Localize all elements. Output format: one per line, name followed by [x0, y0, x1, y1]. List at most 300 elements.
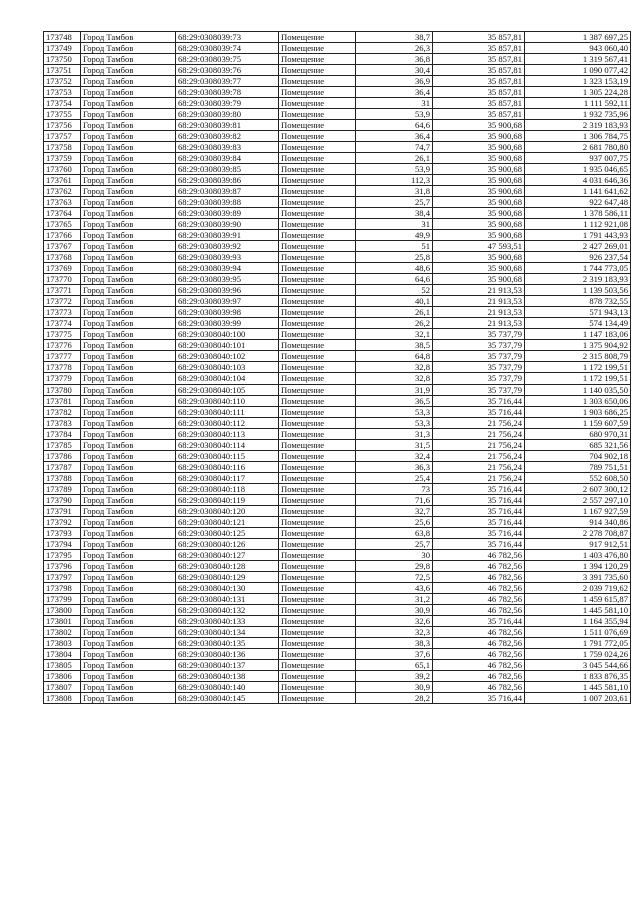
settlement-cell: Город Тамбов	[81, 439, 176, 450]
object-type-cell: Помещение	[279, 131, 356, 142]
table-row	[44, 87, 631, 98]
cadastral-value-cell: 2 278 708,87	[525, 527, 631, 538]
area-cell: 40,1	[356, 296, 433, 307]
cadastral-value-cell: 1 159 607,59	[525, 417, 631, 428]
cadastral-number-cell: 68:29:0308040:114	[176, 439, 279, 450]
cadastral-value-cell: 2 607 300,12	[525, 483, 631, 494]
row-number-cell: 173763	[44, 197, 81, 208]
table-row	[44, 153, 631, 164]
row-number-cell: 173758	[44, 142, 81, 153]
settlement-cell: Город Тамбов	[81, 527, 176, 538]
cadastral-value-cell: 1 139 503,56	[525, 285, 631, 296]
specific-value-cell: 35 900,68	[433, 263, 525, 274]
cadastral-value-cell: 1 090 077,42	[525, 65, 631, 76]
area-cell: 36,8	[356, 54, 433, 65]
table-row	[44, 428, 631, 439]
cadastral-number-cell: 68:29:0308040:140	[176, 681, 279, 692]
row-number-cell: 173761	[44, 175, 81, 186]
object-type-cell: Помещение	[279, 395, 356, 406]
specific-value-cell: 35 857,81	[433, 43, 525, 54]
object-type-cell: Помещение	[279, 142, 356, 153]
object-type-cell: Помещение	[279, 175, 356, 186]
area-cell: 26,1	[356, 307, 433, 318]
cadastral-value-cell: 1 164 355,94	[525, 615, 631, 626]
cadastral-number-cell: 68:29:0308040:132	[176, 604, 279, 615]
table-row	[44, 340, 631, 351]
area-cell: 28,2	[356, 692, 433, 703]
specific-value-cell: 46 782,56	[433, 626, 525, 637]
cadastral-value-cell: 922 647,48	[525, 197, 631, 208]
cadastral-value-cell: 1 744 773,05	[525, 263, 631, 274]
area-cell: 30,9	[356, 604, 433, 615]
area-cell: 32,8	[356, 373, 433, 384]
cadastral-number-cell: 68:29:0308039:90	[176, 219, 279, 230]
object-type-cell: Помещение	[279, 461, 356, 472]
specific-value-cell: 35 737,79	[433, 340, 525, 351]
object-type-cell: Помещение	[279, 406, 356, 417]
settlement-cell: Город Тамбов	[81, 76, 176, 87]
cadastral-number-cell: 68:29:0308039:89	[176, 208, 279, 219]
settlement-cell: Город Тамбов	[81, 219, 176, 230]
cadastral-number-cell: 68:29:0308040:133	[176, 615, 279, 626]
area-cell: 30	[356, 549, 433, 560]
table-row	[44, 32, 631, 43]
specific-value-cell: 35 900,68	[433, 274, 525, 285]
object-type-cell: Помещение	[279, 648, 356, 659]
object-type-cell: Помещение	[279, 153, 356, 164]
row-number-cell: 173783	[44, 417, 81, 428]
specific-value-cell: 46 782,56	[433, 560, 525, 571]
table-row	[44, 98, 631, 109]
table-row	[44, 65, 631, 76]
area-cell: 31,8	[356, 186, 433, 197]
cadastral-value-cell: 789 751,51	[525, 461, 631, 472]
specific-value-cell: 35 716,44	[433, 615, 525, 626]
table-row	[44, 670, 631, 681]
object-type-cell: Помещение	[279, 54, 356, 65]
specific-value-cell: 35 900,68	[433, 219, 525, 230]
specific-value-cell: 46 782,56	[433, 549, 525, 560]
area-cell: 31,5	[356, 439, 433, 450]
object-type-cell: Помещение	[279, 692, 356, 703]
settlement-cell: Город Тамбов	[81, 417, 176, 428]
area-cell: 25,4	[356, 472, 433, 483]
object-type-cell: Помещение	[279, 87, 356, 98]
specific-value-cell: 35 737,79	[433, 384, 525, 395]
area-cell: 36,4	[356, 131, 433, 142]
specific-value-cell: 21 756,24	[433, 461, 525, 472]
settlement-cell: Город Тамбов	[81, 318, 176, 329]
object-type-cell: Помещение	[279, 505, 356, 516]
area-cell: 65,1	[356, 659, 433, 670]
cadastral-value-cell: 2 427 269,01	[525, 241, 631, 252]
cadastral-number-cell: 68:29:0308039:77	[176, 76, 279, 87]
object-type-cell: Помещение	[279, 208, 356, 219]
cadastral-number-cell: 68:29:0308039:95	[176, 274, 279, 285]
object-type-cell: Помещение	[279, 571, 356, 582]
row-number-cell: 173789	[44, 483, 81, 494]
cadastral-number-cell: 68:29:0308040:102	[176, 351, 279, 362]
cadastral-value-cell: 1 791 443,93	[525, 230, 631, 241]
row-number-cell: 173796	[44, 560, 81, 571]
table-body	[44, 32, 631, 704]
cadastral-value-cell: 1 445 581,10	[525, 681, 631, 692]
settlement-cell: Город Тамбов	[81, 450, 176, 461]
settlement-cell: Город Тамбов	[81, 296, 176, 307]
table-row	[44, 219, 631, 230]
cadastral-number-cell: 68:29:0308039:86	[176, 175, 279, 186]
object-type-cell: Помещение	[279, 417, 356, 428]
object-type-cell: Помещение	[279, 626, 356, 637]
cadastral-value-cell: 1 112 921,08	[525, 219, 631, 230]
object-type-cell: Помещение	[279, 263, 356, 274]
table-row	[44, 142, 631, 153]
cadastral-value-cell: 1 323 153,19	[525, 76, 631, 87]
cadastral-value-cell: 914 340,86	[525, 516, 631, 527]
cadastral-number-cell: 68:29:0308039:85	[176, 164, 279, 175]
area-cell: 30,9	[356, 681, 433, 692]
area-cell: 72,5	[356, 571, 433, 582]
specific-value-cell: 35 900,68	[433, 175, 525, 186]
cadastral-number-cell: 68:29:0308039:96	[176, 285, 279, 296]
cadastral-value-cell: 1 140 035,50	[525, 384, 631, 395]
settlement-cell: Город Тамбов	[81, 340, 176, 351]
area-cell: 64,6	[356, 120, 433, 131]
settlement-cell: Город Тамбов	[81, 230, 176, 241]
cadastral-value-cell: 917 912,51	[525, 538, 631, 549]
object-type-cell: Помещение	[279, 362, 356, 373]
table-row	[44, 637, 631, 648]
row-number-cell: 173754	[44, 98, 81, 109]
table-row	[44, 54, 631, 65]
row-number-cell: 173753	[44, 87, 81, 98]
cadastral-value-cell: 926 237,54	[525, 252, 631, 263]
row-number-cell: 173785	[44, 439, 81, 450]
row-number-cell: 173793	[44, 527, 81, 538]
object-type-cell: Помещение	[279, 318, 356, 329]
cadastral-value-cell: 571 943,13	[525, 307, 631, 318]
row-number-cell: 173780	[44, 384, 81, 395]
object-type-cell: Помещение	[279, 296, 356, 307]
settlement-cell: Город Тамбов	[81, 549, 176, 560]
settlement-cell: Город Тамбов	[81, 560, 176, 571]
specific-value-cell: 35 900,68	[433, 131, 525, 142]
area-cell: 49,9	[356, 230, 433, 241]
cadastral-number-cell: 68:29:0308040:100	[176, 329, 279, 340]
area-cell: 112,3	[356, 175, 433, 186]
specific-value-cell: 35 716,44	[433, 527, 525, 538]
table-row	[44, 329, 631, 340]
cadastral-value-cell: 3 391 735,60	[525, 571, 631, 582]
cadastral-number-cell: 68:29:0308039:75	[176, 54, 279, 65]
cadastral-value-cell: 1 394 120,29	[525, 560, 631, 571]
object-type-cell: Помещение	[279, 65, 356, 76]
specific-value-cell: 35 857,81	[433, 76, 525, 87]
row-number-cell: 173782	[44, 406, 81, 417]
settlement-cell: Город Тамбов	[81, 98, 176, 109]
settlement-cell: Город Тамбов	[81, 164, 176, 175]
row-number-cell: 173775	[44, 329, 81, 340]
object-type-cell: Помещение	[279, 450, 356, 461]
settlement-cell: Город Тамбов	[81, 32, 176, 43]
specific-value-cell: 35 716,44	[433, 395, 525, 406]
table-row	[44, 208, 631, 219]
area-cell: 32,1	[356, 329, 433, 340]
area-cell: 74,7	[356, 142, 433, 153]
row-number-cell: 173773	[44, 307, 81, 318]
table-row	[44, 582, 631, 593]
settlement-cell: Город Тамбов	[81, 692, 176, 703]
settlement-cell: Город Тамбов	[81, 637, 176, 648]
row-number-cell: 173757	[44, 131, 81, 142]
settlement-cell: Город Тамбов	[81, 494, 176, 505]
table-row	[44, 395, 631, 406]
cadastral-value-cell: 1 935 046,65	[525, 164, 631, 175]
object-type-cell: Помещение	[279, 604, 356, 615]
settlement-cell: Город Тамбов	[81, 307, 176, 318]
row-number-cell: 173808	[44, 692, 81, 703]
table-row	[44, 439, 631, 450]
cadastral-number-cell: 68:29:0308040:116	[176, 461, 279, 472]
area-cell: 32,4	[356, 450, 433, 461]
table-row	[44, 626, 631, 637]
settlement-cell: Город Тамбов	[81, 615, 176, 626]
cadastral-number-cell: 68:29:0308040:131	[176, 593, 279, 604]
specific-value-cell: 35 900,68	[433, 252, 525, 263]
settlement-cell: Город Тамбов	[81, 604, 176, 615]
specific-value-cell: 21 913,53	[433, 307, 525, 318]
table-row	[44, 384, 631, 395]
settlement-cell: Город Тамбов	[81, 648, 176, 659]
settlement-cell: Город Тамбов	[81, 384, 176, 395]
cadastral-number-cell: 68:29:0308040:127	[176, 549, 279, 560]
cadastral-number-cell: 68:29:0308040:103	[176, 362, 279, 373]
row-number-cell: 173769	[44, 263, 81, 274]
specific-value-cell: 35 857,81	[433, 87, 525, 98]
object-type-cell: Помещение	[279, 582, 356, 593]
cadastral-value-cell: 704 902,18	[525, 450, 631, 461]
cadastral-number-cell: 68:29:0308040:118	[176, 483, 279, 494]
settlement-cell: Город Тамбов	[81, 659, 176, 670]
cadastral-value-cell: 2 315 808,79	[525, 351, 631, 362]
cadastral-number-cell: 68:29:0308039:97	[176, 296, 279, 307]
cadastral-number-cell: 68:29:0308039:93	[176, 252, 279, 263]
row-number-cell: 173805	[44, 659, 81, 670]
row-number-cell: 173772	[44, 296, 81, 307]
settlement-cell: Город Тамбов	[81, 153, 176, 164]
settlement-cell: Город Тамбов	[81, 681, 176, 692]
table-row	[44, 472, 631, 483]
specific-value-cell: 35 737,79	[433, 329, 525, 340]
table-row	[44, 527, 631, 538]
object-type-cell: Помещение	[279, 285, 356, 296]
area-cell: 38,5	[356, 340, 433, 351]
specific-value-cell: 35 857,81	[433, 65, 525, 76]
table-row	[44, 604, 631, 615]
object-type-cell: Помещение	[279, 373, 356, 384]
table-row	[44, 186, 631, 197]
cadastral-value-cell: 1 111 592,11	[525, 98, 631, 109]
row-number-cell: 173807	[44, 681, 81, 692]
cadastral-value-cell: 1 378 586,11	[525, 208, 631, 219]
specific-value-cell: 35 900,68	[433, 197, 525, 208]
specific-value-cell: 47 593,51	[433, 241, 525, 252]
object-type-cell: Помещение	[279, 472, 356, 483]
area-cell: 73	[356, 483, 433, 494]
row-number-cell: 173755	[44, 109, 81, 120]
settlement-cell: Город Тамбов	[81, 626, 176, 637]
table-row	[44, 373, 631, 384]
object-type-cell: Помещение	[279, 527, 356, 538]
row-number-cell: 173776	[44, 340, 81, 351]
area-cell: 53,3	[356, 417, 433, 428]
specific-value-cell: 35 900,68	[433, 164, 525, 175]
settlement-cell: Город Тамбов	[81, 505, 176, 516]
cadastral-number-cell: 68:29:0308040:115	[176, 450, 279, 461]
object-type-cell: Помещение	[279, 219, 356, 230]
cadastral-value-cell: 1 459 615,87	[525, 593, 631, 604]
specific-value-cell: 46 782,56	[433, 681, 525, 692]
area-cell: 25,7	[356, 538, 433, 549]
cadastral-number-cell: 68:29:0308040:112	[176, 417, 279, 428]
area-cell: 31,2	[356, 593, 433, 604]
specific-value-cell: 35 716,44	[433, 494, 525, 505]
cadastral-value-cell: 1 167 927,59	[525, 505, 631, 516]
settlement-cell: Город Тамбов	[81, 670, 176, 681]
settlement-cell: Город Тамбов	[81, 285, 176, 296]
cadastral-value-cell: 1 387 697,25	[525, 32, 631, 43]
cadastral-number-cell: 68:29:0308040:136	[176, 648, 279, 659]
settlement-cell: Город Тамбов	[81, 395, 176, 406]
row-number-cell: 173795	[44, 549, 81, 560]
cadastral-number-cell: 68:29:0308040:138	[176, 670, 279, 681]
table-row	[44, 43, 631, 54]
area-cell: 48,6	[356, 263, 433, 274]
settlement-cell: Город Тамбов	[81, 175, 176, 186]
area-cell: 31	[356, 219, 433, 230]
settlement-cell: Город Тамбов	[81, 54, 176, 65]
table-row	[44, 164, 631, 175]
object-type-cell: Помещение	[279, 241, 356, 252]
cadastral-number-cell: 68:29:0308040:119	[176, 494, 279, 505]
settlement-cell: Город Тамбов	[81, 582, 176, 593]
cadastral-number-cell: 68:29:0308039:79	[176, 98, 279, 109]
cadastral-value-cell: 1 445 581,10	[525, 604, 631, 615]
table-row	[44, 109, 631, 120]
cadastral-number-cell: 68:29:0308039:88	[176, 197, 279, 208]
area-cell: 36,5	[356, 395, 433, 406]
row-number-cell: 173803	[44, 637, 81, 648]
specific-value-cell: 35 716,44	[433, 505, 525, 516]
table-row	[44, 274, 631, 285]
row-number-cell: 173791	[44, 505, 81, 516]
cadastral-number-cell: 68:29:0308040:101	[176, 340, 279, 351]
settlement-cell: Город Тамбов	[81, 65, 176, 76]
row-number-cell: 173774	[44, 318, 81, 329]
cadastral-value-cell: 1 141 641,62	[525, 186, 631, 197]
cadastral-value-cell: 1 172 199,51	[525, 373, 631, 384]
specific-value-cell: 35 857,81	[433, 98, 525, 109]
table-row	[44, 406, 631, 417]
cadastral-value-cell: 1 007 203,61	[525, 692, 631, 703]
area-cell: 26,2	[356, 318, 433, 329]
cadastral-value-cell: 2 039 719,62	[525, 582, 631, 593]
area-cell: 32,7	[356, 505, 433, 516]
object-type-cell: Помещение	[279, 76, 356, 87]
area-cell: 32,8	[356, 362, 433, 373]
row-number-cell: 173804	[44, 648, 81, 659]
cadastral-value-cell: 1 759 024,26	[525, 648, 631, 659]
area-cell: 53,9	[356, 109, 433, 120]
area-cell: 32,6	[356, 615, 433, 626]
area-cell: 64,6	[356, 274, 433, 285]
settlement-cell: Город Тамбов	[81, 483, 176, 494]
cadastral-number-cell: 68:29:0308040:111	[176, 406, 279, 417]
specific-value-cell: 35 716,44	[433, 516, 525, 527]
settlement-cell: Город Тамбов	[81, 252, 176, 263]
cadastral-value-cell: 552 608,50	[525, 472, 631, 483]
object-type-cell: Помещение	[279, 637, 356, 648]
specific-value-cell: 21 756,24	[433, 417, 525, 428]
table-row	[44, 483, 631, 494]
area-cell: 31	[356, 98, 433, 109]
row-number-cell: 173748	[44, 32, 81, 43]
row-number-cell: 173770	[44, 274, 81, 285]
object-type-cell: Помещение	[279, 494, 356, 505]
specific-value-cell: 46 782,56	[433, 637, 525, 648]
area-cell: 52	[356, 285, 433, 296]
cadastral-value-cell: 1 172 199,51	[525, 362, 631, 373]
area-cell: 37,6	[356, 648, 433, 659]
table-row	[44, 692, 631, 703]
cadastral-number-cell: 68:29:0308040:135	[176, 637, 279, 648]
settlement-cell: Город Тамбов	[81, 571, 176, 582]
cadastral-number-cell: 68:29:0308039:78	[176, 87, 279, 98]
cadastral-value-cell: 1 511 076,69	[525, 626, 631, 637]
specific-value-cell: 35 716,44	[433, 483, 525, 494]
cadastral-number-cell: 68:29:0308039:81	[176, 120, 279, 131]
row-number-cell: 173787	[44, 461, 81, 472]
specific-value-cell: 35 900,68	[433, 230, 525, 241]
table-row	[44, 318, 631, 329]
cadastral-number-cell: 68:29:0308039:98	[176, 307, 279, 318]
area-cell: 25,8	[356, 252, 433, 263]
settlement-cell: Город Тамбов	[81, 538, 176, 549]
object-type-cell: Помещение	[279, 164, 356, 175]
cadastral-value-cell: 1 375 904,92	[525, 340, 631, 351]
area-cell: 25,6	[356, 516, 433, 527]
cadastral-number-cell: 68:29:0308040:128	[176, 560, 279, 571]
area-cell: 63,8	[356, 527, 433, 538]
table-row	[44, 120, 631, 131]
settlement-cell: Город Тамбов	[81, 274, 176, 285]
settlement-cell: Город Тамбов	[81, 131, 176, 142]
table-row	[44, 538, 631, 549]
specific-value-cell: 46 782,56	[433, 670, 525, 681]
row-number-cell: 173759	[44, 153, 81, 164]
cadastral-value-cell: 1 319 567,41	[525, 54, 631, 65]
table-row	[44, 296, 631, 307]
settlement-cell: Город Тамбов	[81, 186, 176, 197]
object-type-cell: Помещение	[279, 197, 356, 208]
row-number-cell: 173797	[44, 571, 81, 582]
object-type-cell: Помещение	[279, 659, 356, 670]
object-type-cell: Помещение	[279, 439, 356, 450]
cadastral-value-cell: 2 319 183,93	[525, 120, 631, 131]
settlement-cell: Город Тамбов	[81, 241, 176, 252]
settlement-cell: Город Тамбов	[81, 593, 176, 604]
specific-value-cell: 46 782,56	[433, 571, 525, 582]
